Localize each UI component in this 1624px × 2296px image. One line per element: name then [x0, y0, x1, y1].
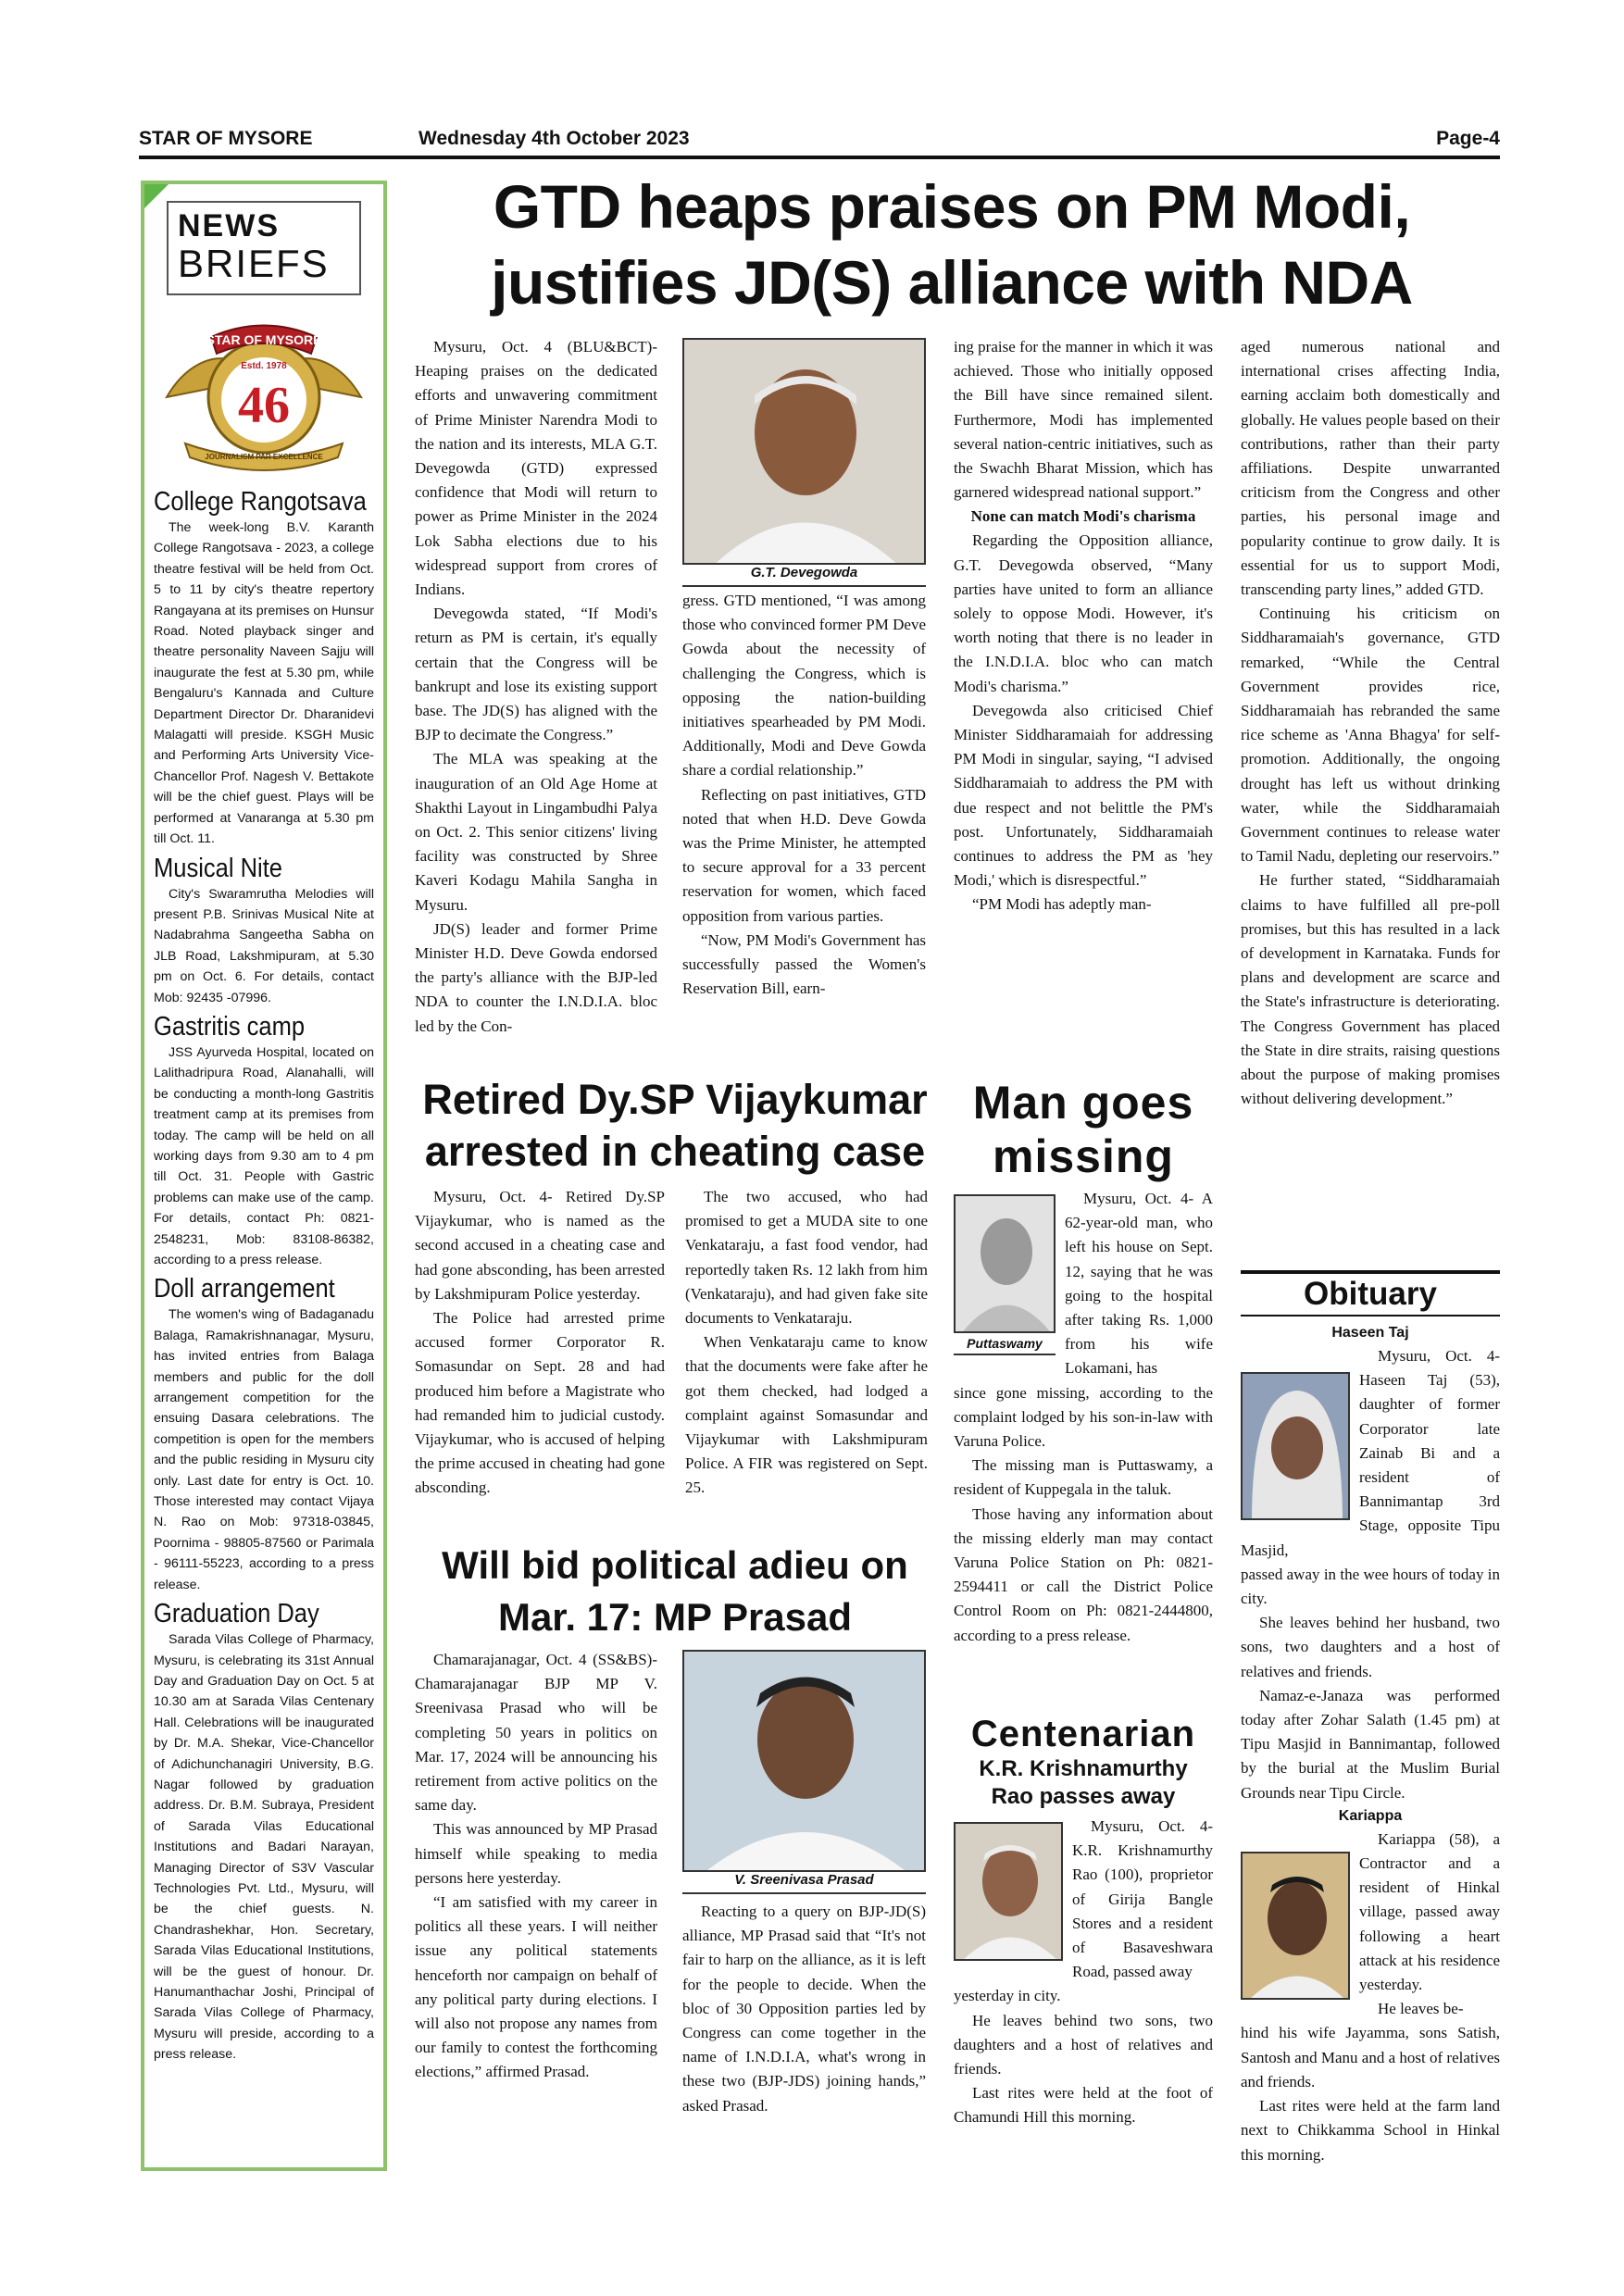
- missing-headline-line2: missing: [993, 1130, 1174, 1182]
- gtd-paragraph: Devegowda also criticised Chief Minister Siddharamaiah for addressing PM Modi in singular, saying, “I advised Siddharamaiah to address the PM with due respect and not belittle the PM's post. Unfortunately, Siddharamaiah continues to address the PM as 'hey Modi,' which is disrespectful.”: [954, 701, 1213, 890]
- centenarian-headline-line3: Rao passes away: [991, 1784, 1176, 1809]
- portrait-image: [956, 1196, 1056, 1333]
- centenarian-paragraph: Last rites were held at the foot of Chamundi Hill this morning.: [954, 2084, 1213, 2127]
- prasad-photo: [682, 1650, 926, 1872]
- obituary-name: Kariappa: [1338, 1807, 1403, 1824]
- dysp-headline: [407, 1074, 943, 1178]
- gtd-paragraph: He further stated, “Siddharamaiah claims to have fulfilled all pre-poll promises, but this has resulted in a lack of development in Karnataka. Funds for plans and development are scarce and the State's infrastructure is deteriorating. The Congress Government has placed the State in dire straits, raising questions about the purpose of making promises without delivering development.”: [1241, 871, 1500, 1108]
- gtd-paragraph: ing praise for the manner in which it was achieved. Those who initially opposed the Bill have since remained silent. Furthermore, Modi has implemented several nation-centric initiatives, such as the Swachh Bharat Mission, which has garnered widespread national support.”: [954, 338, 1213, 502]
- obituary-paragraph: hind his wife Jayamma, sons Satish, Santosh and Manu and a host of relatives and friends.: [1241, 2024, 1500, 2090]
- centenarian-paragraph: Mysuru, Oct. 4- K.R. Krishnamurthy Rao (100), proprietor of Girija Bangle Stores and a resident of Basaveshwara Road, passed away: [1072, 1817, 1213, 1981]
- centenarian-headline-line1: Centenarian: [970, 1714, 1196, 1754]
- portrait-image: [1243, 1853, 1350, 2000]
- page-number: Page-4: [1436, 128, 1500, 149]
- paper-name: STAR OF MYSORE: [139, 128, 313, 149]
- brief-heading: Musical Nite: [154, 853, 282, 883]
- briefs-list: [154, 485, 374, 2069]
- corner-ribbon: [144, 184, 169, 208]
- gtd-paragraph: “Now, PM Modi's Government has successfully passed the Women's Reservation Bill, earn-: [682, 930, 926, 998]
- brief-item: [154, 1012, 374, 1270]
- anniversary-logo: [157, 309, 370, 480]
- prasad-photo-caption: V. Sreenivasa Prasad: [682, 1872, 926, 1894]
- obituary-paragraph: Mysuru, Oct. 4- Haseen Taj (53), daughter of former Corporator late Zainab Bi and a resident of Bannimantap 3rd Stage, opposite Tipu Masjid,: [1241, 1347, 1500, 1559]
- gtd-paragraph: gress. GTD mentioned, “I was among those who convinced former PM Deve Gowda about the necessity of challenging the Congress, which is opposing the nation-building initiatives spearheaded by PM Modi. Additionally, Modi and Deve Gowda share a cordial relationship.”: [682, 592, 926, 780]
- centenarian-story: [954, 1815, 1213, 2130]
- brief-item: [154, 1274, 374, 1595]
- gtd-paragraph: The MLA was speaking at the inauguration of an Old Age Home at Shakthi Layout in Lingambudhi Palya on Oct. 2. This senior citizens' living facility was constructed by Shree Kaveri Kodagu Mahila Sangha in Mysuru.: [415, 750, 657, 914]
- centenarian-headline-line2: K.R. Krishnamurthy: [979, 1756, 1188, 1781]
- gtd-photo: [682, 338, 926, 565]
- prasad-headline-line1: Will bid political adieu on: [442, 1543, 908, 1587]
- brief-item: [154, 487, 374, 850]
- brief-heading: Graduation Day: [154, 1599, 319, 1629]
- brief-body: Sarada Vilas College of Pharmacy, Mysuru, is celebrating its 31st Annual Day and Graduation Day on Oct. 5 at 10.30 am at Sarada Vilas Centenary Hall. Celebrations will be inaugurated by Dr. M.A. Shekar, Vice-Chancellor of Adichunchanagiri University, B.G. Nagar followed by graduation address. Dr. B.M. Subraya, President of Sarada Vilas Educational Institutions and Badari Narayan, Managing Director of S3V Vascular Technologies Pvt. Ltd., Mysuru, will be the chief guests. N. Chandrashekhar, Hon. Secretary, Sarada Vilas Educational Institutions, will be the guest of honour. Dr. Hanumanthachar Joshi, Principal of Sarada Vilas College of Pharmacy, Mysuru will preside, according to a press release.: [154, 1632, 374, 2063]
- gtd-paragraph: Mysuru, Oct. 4 (BLU&BCT)- Heaping praises on the dedicated efforts and unwavering commitment of Prime Minister Narendra Modi to the nation and its interests, MLA G.T. Devegowda (GTD) expressed confidence that Modi will return to power as Prime Minister in the 2024 Lok Sabha elections due to his widespread support from crores of Indians.: [415, 338, 657, 599]
- gtd-column-4: [1241, 335, 1500, 1112]
- gtd-headline-line1: GTD heaps praises on PM Modi,: [493, 172, 1411, 241]
- missing-photo-caption: Puttaswamy: [954, 1333, 1056, 1355]
- prasad-paragraph: “I am satisfied with my career in politics all these years. I will neither issue any political statements henceforth nor campaign on behalf of any political party during elections. I will also not propose any names from our family to contest the forthcoming elections,” affirmed Prasad.: [415, 1893, 657, 2081]
- gtd-photo-caption: G.T. Devegowda: [682, 565, 926, 587]
- gtd-paragraph: Regarding the Opposition alliance, G.T. Devegowda observed, “Many parties have united to form an alliance solely to oppose Modi. However, it's worth noting that there is no leader in the I.N.D.I.A. bloc who can match Modi's charisma.”: [954, 531, 1213, 695]
- logo-number: 46: [238, 377, 290, 434]
- gtd-paragraph: JD(S) leader and former Prime Minister H.D. Deve Gowda endorsed the party's alliance with the BJP-led NDA to counter the I.N.D.I.A. bloc led by the Con-: [415, 919, 657, 1035]
- obituary-paragraph: He leaves be-: [1378, 2000, 1464, 2018]
- gtd-paragraph: aged numerous national and international crises affecting India, earning acclaim both domestically and globally. He values people based on their contributions, rather than their party affiliations. Despite unwarranted criticism from the Congress and other parties, his personal image and popularity continue to grow daily. It is essential for us to support Modi, transcending party lines,” added GTD.: [1241, 338, 1500, 599]
- missing-paragraph: Those having any information about the missing elderly man may contact Varuna Police Station on Ph: 0821-2594411 or call the District Police Control Room on Ph: 0821-2444800, according to a press release.: [954, 1504, 1213, 1644]
- dysp-paragraph: The two accused, who had promised to get a MUDA site to one Venkataraju, a fast food vendor, had reportedly taken Rs. 12 lakh from him (Venkataraju), and had given fake site documents to Venkataraju.: [685, 1188, 928, 1328]
- obituary-photo-kariappa: [1241, 1852, 1350, 2000]
- centenarian-headline: [954, 1713, 1213, 1811]
- portrait-image: [956, 1824, 1063, 1961]
- missing-paragraph: The missing man is Puttaswamy, a resident of Kuppegala in the taluk.: [954, 1456, 1213, 1499]
- prasad-paragraph: This was announced by MP Prasad himself while speaking to media persons here yesterday.: [415, 1820, 657, 1887]
- prasad-headline: [407, 1540, 943, 1643]
- gtd-column-1: [415, 335, 657, 1039]
- prasad-column-2: [682, 1900, 926, 2118]
- brief-body: The week-long B.V. Karanth College Rangotsava - 2023, a college theatre festival will be held from Oct. 5 to 11 by city's theatre repertory Rangayana at its premises on Hunsur Road. Noted playback singer and theatre personality Naveen Sajju will inaugurate the fest at 5.30 pm, while Bengaluru's Kannada and Culture Department Director Dr. Dharanidevi Malagatti will preside. KSGH Music and Performing Arts University Vice-Chancellor Prof. Nagesh V. Bettakote will be the chief guest. Plays will be performed at Vanaranga at 5.30 pm till Oct. 11.: [154, 520, 374, 847]
- news-briefs-column: [141, 181, 387, 2171]
- obituary-entries: [1241, 1322, 1500, 2167]
- obituary-paragraph: She leaves behind her husband, two sons, two daughters and a host of relatives and friends.: [1241, 1614, 1500, 1680]
- missing-photo-block: [954, 1194, 1056, 1359]
- obituary-paragraph: Last rites were held at the farm land next to Chikkamma School in Hinkal this morning.: [1241, 2097, 1500, 2164]
- missing-photo: [954, 1194, 1056, 1333]
- obituary-paragraph: passed away in the wee hours of today in city.: [1241, 1565, 1500, 1608]
- dysp-paragraph: Mysuru, Oct. 4- Retired Dy.SP Vijaykumar, who is named as the second accused in a cheating case and had gone absconding, has been arrested by Lakshmipuram Police yesterday.: [415, 1188, 665, 1303]
- logo-estd-text: Estd. 1978: [241, 361, 287, 371]
- issue-date: Wednesday 4th October 2023: [418, 128, 690, 149]
- missing-headline: [954, 1076, 1213, 1183]
- gtd-column-2: [682, 589, 926, 1001]
- dysp-paragraph: The Police had arrested prime accused former Corporator R. Somasundar on Sept. 28 and had produced him before a Magistrate who had remanded him to judicial custody. Vijaykumar, who is accused of helping the prime accused in cheating had gone absconding.: [415, 1309, 665, 1497]
- missing-paragraph: Mysuru, Oct. 4- A 62-year-old man, who left his house on Sept. 12, saying that he was going to the hospital after taking Rs. 1,000 from his wife Lokamani, has: [1065, 1190, 1213, 1378]
- brief-body: City's Swaramrutha Melodies will present P.B. Srinivas Musical Nite at Nadabrahma Sangeetha Sabha on JLB Road, Lakshmipuram, at 5.30 pm on Oct. 6. For details, contact Mob: 92435 -07996.: [154, 886, 374, 1005]
- gtd-headline-line2: justifies JD(S) alliance with NDA: [491, 248, 1413, 317]
- dysp-headline-line2: arrested in cheating case: [424, 1128, 926, 1175]
- news-briefs-title-box: [167, 201, 361, 295]
- header-rule: [139, 156, 1500, 159]
- gtd-paragraph: “PM Modi has adeptly man-: [972, 895, 1152, 914]
- logo-top-text: STAR OF MYSORE: [206, 332, 322, 347]
- brief-heading: College Rangotsava: [154, 487, 367, 517]
- brief-item: [154, 1599, 374, 2065]
- brief-item: [154, 854, 374, 1008]
- gtd-paragraph: Continuing his criticism on Siddharamaiah's governance, GTD remarked, “While the Central Government provides rice, Siddharamaiah has rebranded the same rice scheme as 'Anna Bhagya' for self-promotion. Additionally, the ongoing drought has left us without drinking water, while the Siddharamaiah Government continues to release water to Tamil Nadu, depleting our reservoirs.”: [1241, 605, 1500, 866]
- prasad-column-1: [415, 1648, 657, 2085]
- gtd-paragraph: Reflecting on past initiatives, GTD noted that when H.D. Deve Gowda was the Prime Minister, he attempted to secure approval for a 33 percent reservation for women, which faced opposition from various parties.: [682, 785, 926, 925]
- obituary-photo-haseen: [1241, 1372, 1350, 1520]
- gtd-paragraph: Devegowda stated, “If Modi's return as PM is certain, it's equally certain that the Congress will be bankrupt and lose its existing support base. The JD(S) has aligned with the BJP to decimate the Congress.”: [415, 605, 657, 744]
- dysp-paragraph: When Venkataraju came to know that the documents were fake after he got them checked, had lodged a complaint against Somasundar and Vijaykumar with Lakshmipuram Police. A FIR was registered on Sept. 25.: [685, 1333, 928, 1497]
- missing-headline-line1: Man goes: [972, 1077, 1194, 1129]
- obituary-name: Haseen Taj: [1331, 1325, 1409, 1341]
- gtd-subhead: None can match Modi's charisma: [970, 507, 1196, 526]
- logo-ribbon-text: JOURNALISM PAR EXCELLENCE: [205, 453, 323, 461]
- brief-heading: Gastritis camp: [154, 1011, 306, 1042]
- prasad-paragraph: Reacting to a query on BJP-JD(S) alliance, MP Prasad said that “It's not fair to harp on the alliance, as it is left for the people to decide. When the bloc of 30 Opposition parties led by Congress can come together in the name of I.N.D.I.A, what's wrong in these two (BJP-JDS) joining hands,” asked Prasad.: [682, 1903, 926, 2115]
- missing-paragraph: since gone missing, according to the complaint lodged by his son-in-law with Varuna Police.: [954, 1383, 1213, 1451]
- brief-heading: Doll arrangement: [154, 1274, 335, 1304]
- gtd-headline: [404, 168, 1500, 320]
- dysp-column-2: [685, 1185, 928, 1501]
- obituary-title: Obituary: [1241, 1270, 1500, 1316]
- news-briefs-title-news: NEWS: [178, 208, 280, 243]
- centenarian-paragraph: He leaves behind two sons, two daughters and a host of relatives and friends.: [954, 2011, 1213, 2078]
- brief-body: The women's wing of Badaganadu Balaga, Ramakrishnanagar, Mysuru, has invited entries from Balaga members and public for the doll arrangement competition for the ensuing Dasara celebrations. The competition is open for the members and the public residing in Mysuru city only. Last date for entry is Oct. 10. Those interested may contact Vijaya N. Rao on Mob: 97318-03845, Poornima - 98805-87560 or Parimala - 96111-55223, according to a press release.: [154, 1307, 374, 1592]
- portrait-image: [684, 340, 926, 565]
- portrait-image: [684, 1652, 926, 1872]
- prasad-headline-line2: Mar. 17: MP Prasad: [497, 1595, 853, 1639]
- page-header: [139, 128, 1500, 156]
- dysp-headline-line1: Retired Dy.SP Vijaykumar: [422, 1076, 928, 1123]
- missing-story: [954, 1187, 1213, 1648]
- news-briefs-title-briefs: BRIEFS: [178, 242, 330, 285]
- dysp-column-1: [415, 1185, 665, 1501]
- prasad-paragraph: Chamarajanagar, Oct. 4 (SS&BS)- Chamarajanagar BJP MP V. Sreenivasa Prasad who will be completing 50 years in politics on Mar. 17, 2024 will be announcing his retirement from active politics on the same day.: [415, 1651, 657, 1815]
- obituary-paragraph: Namaz-e-Janaza was performed today after Zohar Salath (1.45 pm) at Tipu Masjid in Bannimantap, followed by the burial at the Muslim Burial Grounds near Tipu Circle.: [1241, 1686, 1500, 1802]
- centenarian-photo: [954, 1822, 1063, 1961]
- centenarian-paragraph: yesterday in city.: [954, 1987, 1061, 2005]
- obituary-paragraph: Kariappa (58), a Contractor and a resident of Hinkal village, passed away following a heart attack at his residence yesterday.: [1359, 1829, 1500, 1994]
- brief-body: JSS Ayurveda Hospital, located on Lalithadripura Road, Alanahalli, will be conducting a month-long Gastritis treatment camp at its premises from today. The camp will be held on all working days from 9.30 am to 4 pm till Oct. 31. People with Gastric problems can make use of the camp. For details, contact Ph: 0821- 2548231, Mob: 83108-86382, according to a press release.: [154, 1044, 374, 1267]
- gtd-column-3: [954, 335, 1213, 917]
- portrait-image: [1243, 1374, 1350, 1520]
